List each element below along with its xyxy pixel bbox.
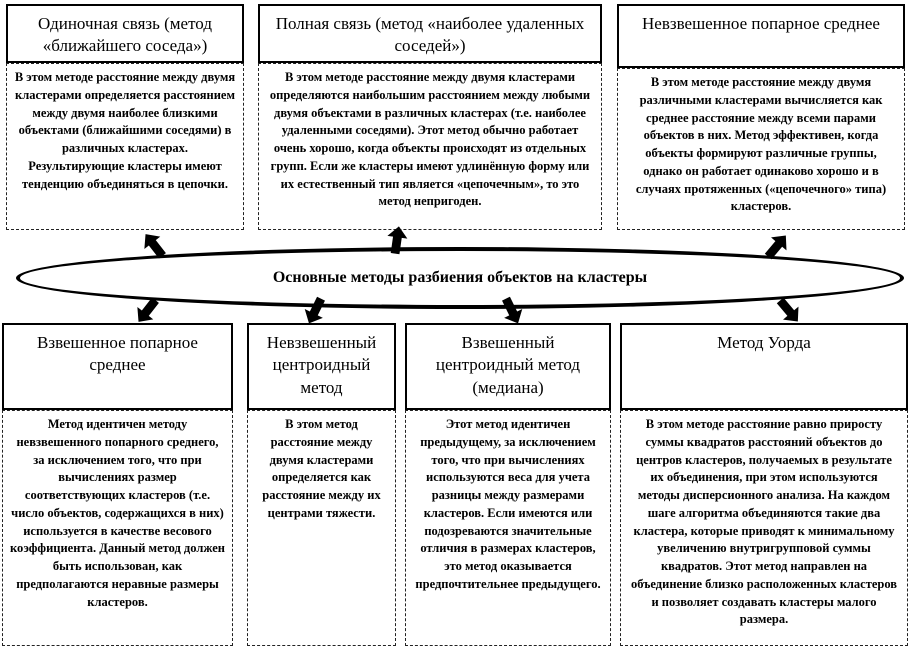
box-title: Взвешенное попарное среднее xyxy=(37,333,198,375)
box-single-linkage-title xyxy=(6,4,244,63)
box-title: Полная связь (метод «наиболее удаленных соседей») xyxy=(275,14,585,56)
box-body-text: Этот метод идентичен предыдущему, за исключением того, что при вычислениях используются веса для учета разницы между размерами кластеров. Если имеются или подозреваются значительные отличия в размерах кластеров, это метод оказывается предпочтительнее предыдущего. xyxy=(415,417,601,591)
box-ward-method-title xyxy=(620,323,908,410)
box-complete-linkage-title xyxy=(258,4,602,63)
box-title: Взвешенный центроидный метод (медиана) xyxy=(435,333,581,397)
box-ward-method-body xyxy=(620,410,908,646)
box-title: Невзвешенный центроидный метод xyxy=(266,333,377,397)
box-unweighted-centroid-body xyxy=(247,410,396,646)
box-complete-linkage-body xyxy=(258,63,602,230)
box-weighted-pair-average-title xyxy=(2,323,233,410)
box-body-text: В этом методе расстояние между двумя различными кластерами вычисляется как среднее расстояние между всеми парами объектов в них. Метод эффективен, когда объекты формируют различные группы, однако он работает одинаково хорошо и в случаях протяженных («цепочечного» типа) кластеров. xyxy=(635,75,887,214)
box-single-linkage-body xyxy=(6,63,244,230)
box-unweighted-pair-average-body xyxy=(617,68,905,230)
box-unweighted-pair-average-title xyxy=(617,4,905,68)
box-body-text: В этом методе расстояние равно приросту суммы квадратов расстояний объектов до центров кластеров, получаемых в результате их объединения, при этом используются методы дисперсионного анализа. На каждом шаге алгоритма объединяются такие два кластера, которые приводят к минимальному увеличению внутригрупповой суммы квадратов. Этот метод направлен на объединение близко расположенных кластеров и позволяет создавать кластеры малого размера. xyxy=(630,417,898,627)
box-unweighted-centroid-title xyxy=(247,323,396,410)
arrow-up-icon xyxy=(384,225,410,256)
box-weighted-centroid-median-body xyxy=(405,410,611,646)
box-title: Метод Уорда xyxy=(717,333,811,352)
box-weighted-pair-average-body xyxy=(2,410,233,646)
box-title: Невзвешенное попарное среднее xyxy=(642,14,880,33)
central-ellipse-label: Основные методы разбиения объектов на кластеры xyxy=(272,269,648,286)
box-body-text: В этом методе расстояние между двумя кластерами определяется расстоянием между двумя наиболее близкими объектами (ближайшими соседями) в различных кластерах. Результирующие кластеры имеют тенденцию объединяться в цепочки. xyxy=(14,70,236,191)
box-title: Одиночная связь (метод «ближайшего соседа») xyxy=(38,14,212,56)
box-body-text: В этом методе расстояние между двумя кластерами определяются наибольшим расстоянием между любыми двумя объектами в различных кластерах (т.е. наиболее удаленными соседями). Этот метод обычно работает очень хорошо, когда объекты происходят из отдельных групп. Если же кластеры имеют удлинённую форму или их естественный тип является «цепочечным», то это метод непригоден. xyxy=(269,70,591,209)
box-weighted-centroid-median-title xyxy=(405,323,611,410)
box-body-text: В этом метод расстояние между двумя кластерами определяется как расстояние между их центрами тяжести. xyxy=(262,417,381,520)
box-body-text: Метод идентичен методу невзвешенного попарного среднего, за исключением того, что при вычислениях размер соответствующих кластеров (т.е. число объектов, содержащихся в них) используется в качестве весового коэффициента. Данный метод должен быть использован, как предполагаются неравные размеры кластеров. xyxy=(10,417,226,609)
